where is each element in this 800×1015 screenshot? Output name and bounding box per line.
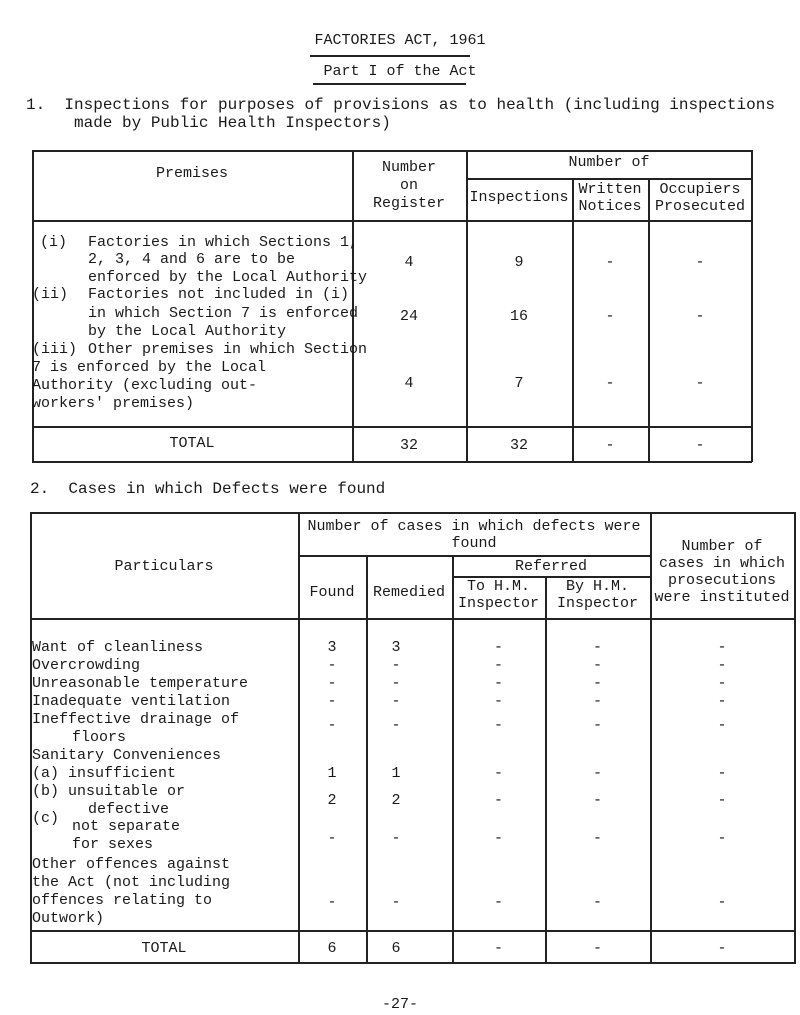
row-temperature-to: - <box>493 675 503 692</box>
row-defective-label: defective <box>88 801 170 818</box>
row-i-label-1: Factories in which Sections 1, <box>88 234 359 251</box>
defects-total-remedied: 6 <box>391 940 401 957</box>
row-insufficient-pros: - <box>717 765 727 782</box>
row-iii-inspections: 7 <box>514 375 524 392</box>
row-cleanliness-found: 3 <box>327 639 337 656</box>
row-ventilation-found: - <box>327 693 337 710</box>
subtitle-underline <box>313 83 466 85</box>
row-unsuitable-found: 2 <box>327 792 337 809</box>
row-ventilation-label: Inadequate ventilation <box>32 693 231 710</box>
row-c-label: (c) <box>32 810 60 827</box>
row-other-found: - <box>327 894 337 911</box>
row-unsuitable-to: - <box>493 792 503 809</box>
row-iii-number: (iii) <box>32 341 78 358</box>
row-cleanliness-to: - <box>493 639 503 656</box>
row-insufficient-by: - <box>592 765 602 782</box>
row-i-label-2: 2, 3, 4 and 6 are to be <box>88 251 296 268</box>
col-prosecutions-header-1: Number of <box>681 538 763 555</box>
defects-table <box>30 512 795 964</box>
row-temperature-label: Unreasonable temperature <box>32 675 249 692</box>
row-unsuitable-remedied: 2 <box>391 792 401 809</box>
row-drainage-by: - <box>592 717 602 734</box>
page-subtitle: Part I of the Act <box>323 63 477 80</box>
row-separate-found: - <box>327 830 337 847</box>
row-cleanliness-by: - <box>592 639 602 656</box>
row-other-remedied: - <box>391 894 401 911</box>
row-iii-label-1: Other premises in which Section <box>88 341 368 358</box>
row-other-label-3: offences relating to <box>32 892 213 909</box>
defects-total-by: - <box>592 940 602 957</box>
row-overcrowding-to: - <box>493 657 503 674</box>
col-by-hm-header-2: Inspector <box>556 595 638 612</box>
row-temperature-remedied: - <box>391 675 401 692</box>
row-ventilation-remedied: - <box>391 693 401 710</box>
row-unsuitable-pros: - <box>717 792 727 809</box>
section2-heading: 2. Cases in which Defects were found <box>30 480 386 498</box>
col-written-header-2: Notices <box>578 198 642 215</box>
col-prosecutions-header-3: prosecutions <box>667 572 777 589</box>
row-other-label-2: the Act (not including <box>32 874 231 891</box>
row-sanitary-heading: Sanitary Conveniences <box>32 747 222 764</box>
col-cases-header-1: Number of cases in which defects were <box>307 518 641 535</box>
col-prosecutions-header-2: cases in which <box>658 555 786 572</box>
total-label: TOTAL <box>169 435 215 452</box>
row-other-label-1: Other offences against <box>32 856 231 873</box>
row-unsuitable-by: - <box>592 792 602 809</box>
row-drainage-found: - <box>327 717 337 734</box>
inspections-table <box>32 150 752 462</box>
row-drainage-pros: - <box>717 717 727 734</box>
col-premises-header: Premises <box>155 165 228 182</box>
row-cleanliness-remedied: 3 <box>391 639 401 656</box>
col-found-header: Found <box>309 584 355 601</box>
row-overcrowding-label: Overcrowding <box>32 657 141 674</box>
row-iii-register: 4 <box>404 375 414 392</box>
row-iii-label-3: Authority (excluding out- <box>32 377 258 394</box>
row-other-pros: - <box>717 894 727 911</box>
row-insufficient-remedied: 1 <box>391 765 401 782</box>
col-by-hm-header-1: By H.M. <box>565 578 629 595</box>
row-drainage-to: - <box>493 717 503 734</box>
row-insufficient-found: 1 <box>327 765 337 782</box>
row-separate-pros: - <box>717 830 727 847</box>
total-written: - <box>605 437 615 454</box>
row-i-register: 4 <box>404 254 414 271</box>
col-number-of-header: Number of <box>568 154 650 171</box>
col-register-header-1: Number <box>381 159 436 176</box>
title-underline <box>310 55 470 57</box>
defects-total-label: TOTAL <box>141 940 187 957</box>
row-i-number: (i) <box>40 234 68 251</box>
row-separate-by: - <box>592 830 602 847</box>
row-for-sexes-label: for sexes <box>72 836 154 853</box>
col-particulars-header: Particulars <box>114 558 214 575</box>
row-drainage-remedied: - <box>391 717 401 734</box>
row-ii-register: 24 <box>399 308 418 325</box>
row-ii-label-1: Factories not included in (i) <box>88 286 350 303</box>
row-overcrowding-found: - <box>327 657 337 674</box>
section1-heading-line1: 1. Inspections for purposes of provisions as to health (including inspections <box>26 96 775 114</box>
row-overcrowding-by: - <box>592 657 602 674</box>
col-to-hm-header-1: To H.M. <box>466 578 530 595</box>
total-inspections: 32 <box>509 437 528 454</box>
defects-total-found: 6 <box>327 940 337 957</box>
page-number: -27- <box>381 996 418 1013</box>
col-occupiers-header-2: Prosecuted <box>654 198 745 215</box>
row-ii-label-2: in which Section 7 is enforced <box>88 305 359 322</box>
row-ventilation-pros: - <box>717 693 727 710</box>
row-overcrowding-remedied: - <box>391 657 401 674</box>
row-insufficient-to: - <box>493 765 503 782</box>
row-i-inspections: 9 <box>514 254 524 271</box>
row-ii-number: (ii) <box>32 286 69 303</box>
row-other-by: - <box>592 894 602 911</box>
row-ii-written: - <box>605 308 615 325</box>
col-register-header-2: on <box>399 177 418 194</box>
row-separate-remedied: - <box>391 830 401 847</box>
defects-total-pros: - <box>717 940 727 957</box>
row-i-occupiers: - <box>695 254 705 271</box>
row-overcrowding-pros: - <box>717 657 727 674</box>
page-title: FACTORIES ACT, 1961 <box>314 32 486 49</box>
col-occupiers-header-1: Occupiers <box>659 181 741 198</box>
row-ii-inspections: 16 <box>509 308 528 325</box>
row-ii-occupiers: - <box>695 308 705 325</box>
row-other-label-4: Outwork) <box>32 910 105 927</box>
defects-total-to: - <box>493 940 503 957</box>
row-iii-occupiers: - <box>695 375 705 392</box>
col-prosecutions-header-4: were instituted <box>654 589 790 606</box>
row-ii-label-3: by the Local Authority <box>88 323 287 340</box>
row-temperature-found: - <box>327 675 337 692</box>
total-occupiers: - <box>695 437 705 454</box>
row-i-label-3: enforced by the Local Authority <box>88 269 368 286</box>
row-insufficient-label: (a) insufficient <box>32 765 177 782</box>
row-unsuitable-label: (b) unsuitable or <box>32 783 186 800</box>
row-temperature-by: - <box>592 675 602 692</box>
row-temperature-pros: - <box>717 675 727 692</box>
row-iii-label-2: 7 is enforced by the Local <box>32 359 267 376</box>
row-iii-written: - <box>605 375 615 392</box>
row-not-separate-label: not separate <box>72 818 181 835</box>
row-drainage-label-2: floors <box>72 729 127 746</box>
row-i-written: - <box>605 254 615 271</box>
col-written-header-1: Written <box>578 181 642 198</box>
col-inspections-header: Inspections <box>469 189 569 206</box>
col-referred-header: Referred <box>514 558 587 575</box>
row-separate-to: - <box>493 830 503 847</box>
col-register-header-3: Register <box>372 195 445 212</box>
row-cleanliness-pros: - <box>717 639 727 656</box>
row-ventilation-by: - <box>592 693 602 710</box>
total-register: 32 <box>399 437 418 454</box>
col-to-hm-header-2: Inspector <box>457 595 539 612</box>
row-cleanliness-label: Want of cleanliness <box>32 639 204 656</box>
col-remedied-header: Remedied <box>372 584 445 601</box>
col-cases-header-2: found <box>451 535 497 552</box>
row-other-to: - <box>493 894 503 911</box>
row-ventilation-to: - <box>493 693 503 710</box>
row-iii-label-4: workers' premises) <box>32 395 195 412</box>
section1-heading-line2: made by Public Health Inspectors) <box>74 114 391 132</box>
row-drainage-label-1: Ineffective drainage of <box>32 711 240 728</box>
